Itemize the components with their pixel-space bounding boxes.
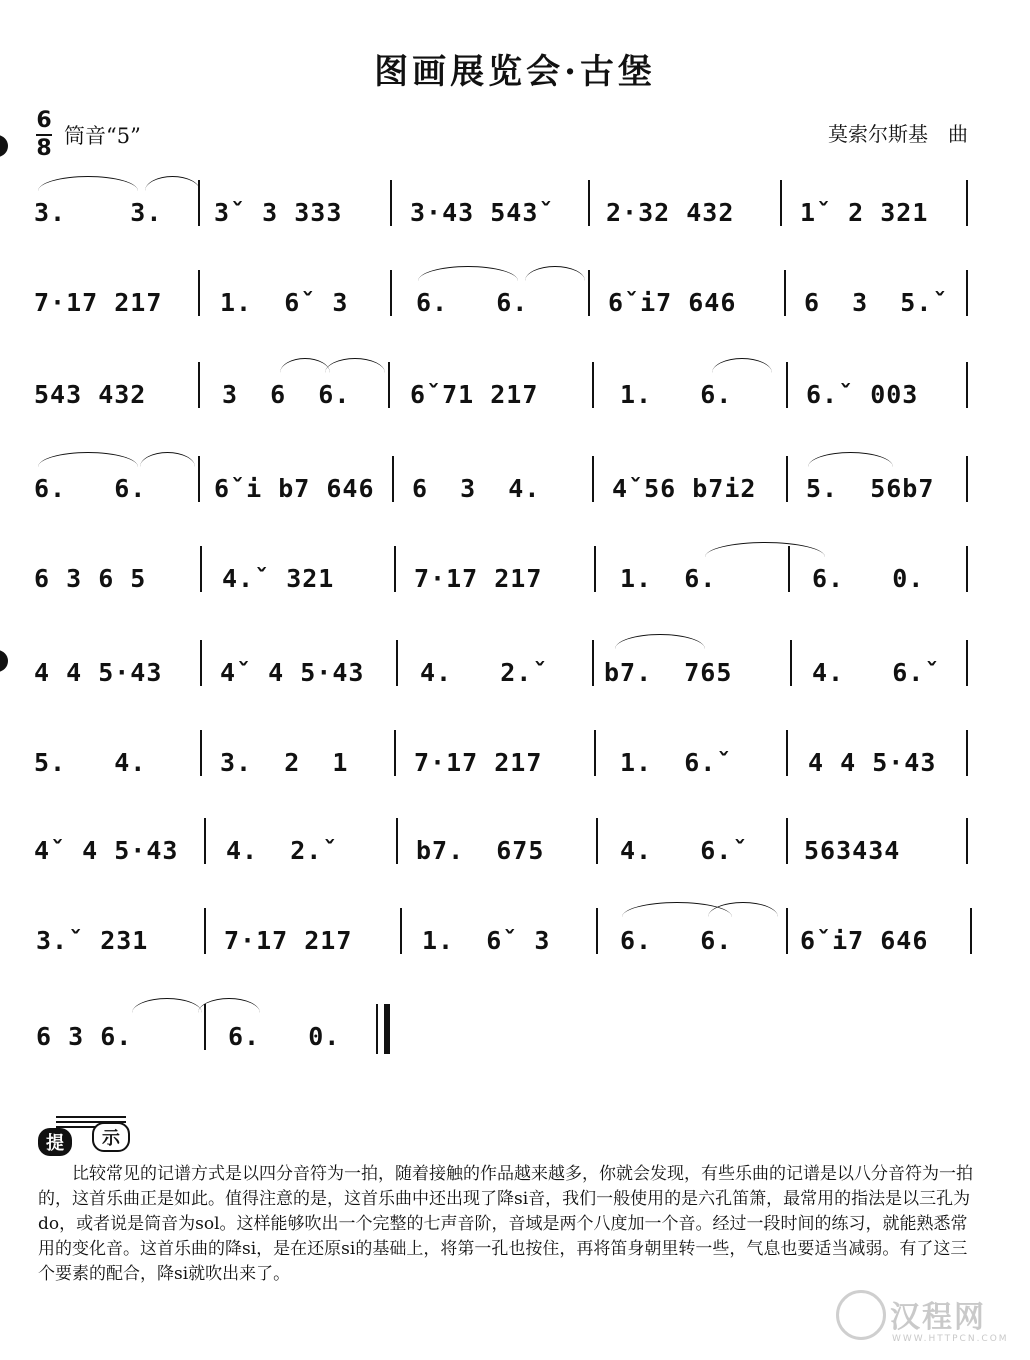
measure xyxy=(812,640,967,710)
barline xyxy=(786,818,788,864)
measure xyxy=(34,362,194,432)
watermark-text: 汉程网 xyxy=(890,1300,986,1335)
measure-notes: 4. 2.ˇ xyxy=(226,836,339,865)
measure xyxy=(806,362,966,432)
measure-notes: 6 3 6. xyxy=(36,1022,133,1051)
tip-paragraph: 比较常见的记谱方式是以四分音符为一拍，随着接触的作品越来越多，你就会发现，有些乐曲的记谱是以八分音符为一拍的，这首乐曲正是如此。值得注意的是，这首乐曲中还出现了降si音，我们一般使用的是六孔笛箫，最常用的指法是以三孔为do，或者说是筒音为sol。这样能够吹出一个完整的七声音阶，音域是两个八度加一个音。经过一段时间的练习，就能熟悉常用的变化音。这首乐曲的降si，是在还原si的基础上，将第一孔也按住，再将笛身朝里转一些，气息也要适当减弱。有了这三个要素的配合，降si就吹出来了。 xyxy=(38,1164,973,1284)
watermark-logo-icon xyxy=(836,1290,886,1340)
barline xyxy=(400,908,402,954)
measure xyxy=(620,546,780,616)
measure-notes: 1. 6. xyxy=(620,564,717,593)
measure-notes: b7. 675 xyxy=(416,836,545,865)
measure xyxy=(220,270,385,340)
measure xyxy=(214,456,389,526)
barline xyxy=(394,730,396,776)
measure-notes: 6ˇi7 646 xyxy=(800,926,929,955)
score-row xyxy=(0,908,1030,978)
measure xyxy=(36,1004,196,1074)
margin-punch-hole xyxy=(0,135,8,157)
measure-notes: 543 432 xyxy=(34,380,147,409)
barline xyxy=(966,640,968,686)
barline xyxy=(198,456,200,502)
barline xyxy=(966,456,968,502)
barline xyxy=(396,818,398,864)
barline xyxy=(390,270,392,316)
watermark-url: WWW.HTTPCN.COM xyxy=(892,1334,1009,1344)
measure-notes: 7·17 217 xyxy=(34,288,163,317)
barline xyxy=(592,640,594,686)
tip-badge: 提 xyxy=(38,1128,72,1156)
composer-credit: 莫索尔斯基 曲 xyxy=(828,122,968,146)
measure xyxy=(604,640,784,710)
score-row xyxy=(0,546,1030,616)
barline xyxy=(588,270,590,316)
barline xyxy=(588,180,590,226)
barline xyxy=(786,362,788,408)
measure xyxy=(416,818,586,888)
barline xyxy=(204,908,206,954)
barline xyxy=(592,362,594,408)
score-row xyxy=(0,818,1030,888)
measure xyxy=(620,818,780,888)
measure-notes: 4ˇ 4 5·43 xyxy=(34,836,179,865)
measure-notes: 7·17 217 xyxy=(414,748,543,777)
barline xyxy=(970,908,972,954)
measure xyxy=(36,908,196,978)
measure-notes: 5. 56b7 xyxy=(806,474,935,503)
measure xyxy=(226,818,391,888)
barline xyxy=(198,270,200,316)
measure xyxy=(220,640,390,710)
measure xyxy=(812,546,967,616)
measure-notes: 4 4 5·43 xyxy=(808,748,937,777)
measure xyxy=(34,270,194,340)
measure xyxy=(214,180,384,250)
barline xyxy=(596,908,598,954)
score-row xyxy=(0,180,1030,250)
measure-notes: 563434 xyxy=(804,836,901,865)
measure-notes: 6ˇ71 217 xyxy=(410,380,539,409)
barline xyxy=(790,640,792,686)
measure-notes: 1ˇ 2 321 xyxy=(800,198,929,227)
measure-notes: 3ˇ 3 333 xyxy=(214,198,343,227)
measure-notes: 1. 6ˇ 3 xyxy=(422,926,551,955)
barline xyxy=(786,730,788,776)
barline xyxy=(594,546,596,592)
measure xyxy=(414,546,584,616)
measure xyxy=(414,730,584,800)
measure xyxy=(620,362,780,432)
barline xyxy=(198,180,200,226)
measure-notes: 7·17 217 xyxy=(224,926,353,955)
measure-notes: 4. 6.ˇ xyxy=(620,836,749,865)
barline xyxy=(204,818,206,864)
measure xyxy=(222,362,382,432)
measure xyxy=(806,456,966,526)
measure xyxy=(412,456,582,526)
score-row xyxy=(0,1004,1030,1074)
barline xyxy=(780,180,782,226)
barline xyxy=(198,362,200,408)
measure-notes: 4. 2.ˇ xyxy=(420,658,549,687)
barline xyxy=(592,456,594,502)
measure-notes: 3. 2 1 xyxy=(220,748,349,777)
measure-notes: 1. 6ˇ 3 xyxy=(220,288,349,317)
measure xyxy=(620,908,780,978)
measure xyxy=(34,640,194,710)
barline xyxy=(594,730,596,776)
barline xyxy=(786,456,788,502)
measure xyxy=(800,908,965,978)
time-signature-numerator: 6 xyxy=(36,108,52,133)
page-title: 图画展览会·古堡 xyxy=(374,52,656,92)
measure-notes: 1. 6.ˇ xyxy=(620,748,733,777)
barline xyxy=(200,640,202,686)
barline xyxy=(786,908,788,954)
measure-notes: 4ˇ56 b7i2 xyxy=(612,474,757,503)
measure xyxy=(608,270,778,340)
barline xyxy=(966,818,968,864)
measure xyxy=(34,180,194,250)
time-signature-denominator: 8 xyxy=(36,136,52,161)
measure-notes: b7. 765 xyxy=(604,658,733,687)
barline xyxy=(966,180,968,226)
measure-notes: 3.ˇ 231 xyxy=(36,926,149,955)
measure-notes: 6ˇi7 646 xyxy=(608,288,737,317)
measure-notes: 6. 6. xyxy=(620,926,733,955)
measure-notes: 6. 0. xyxy=(228,1022,341,1051)
measure xyxy=(34,546,194,616)
measure-notes: 3. 3. xyxy=(34,198,163,227)
barline xyxy=(966,270,968,316)
barline xyxy=(392,456,394,502)
measure xyxy=(620,730,780,800)
measure-notes: 4.ˇ 321 xyxy=(222,564,335,593)
barline xyxy=(204,1004,206,1050)
measure-notes: 4. 6.ˇ xyxy=(812,658,941,687)
measure-notes: 6 3 4. xyxy=(412,474,541,503)
measure-notes: 6 3 5.ˇ xyxy=(804,288,949,317)
score-row xyxy=(0,362,1030,432)
tip-header xyxy=(36,1112,156,1160)
measure-notes: 7·17 217 xyxy=(414,564,543,593)
watermark xyxy=(836,1290,1016,1350)
measure xyxy=(222,546,387,616)
barline xyxy=(966,546,968,592)
score-row xyxy=(0,270,1030,340)
measure xyxy=(34,456,194,526)
score-row xyxy=(0,456,1030,526)
measure-notes: 5. 4. xyxy=(34,748,147,777)
barline xyxy=(784,270,786,316)
measure xyxy=(804,818,964,888)
barline xyxy=(200,546,202,592)
barline xyxy=(966,362,968,408)
measure xyxy=(410,362,580,432)
barline xyxy=(390,180,392,226)
measure xyxy=(220,730,390,800)
measure xyxy=(34,818,199,888)
barline xyxy=(396,640,398,686)
barline xyxy=(388,362,390,408)
measure-notes: 4 4 5·43 xyxy=(34,658,163,687)
measure xyxy=(606,180,776,250)
measure xyxy=(804,270,964,340)
measure-notes: 6.ˇ 003 xyxy=(806,380,919,409)
barline xyxy=(394,546,396,592)
measure xyxy=(228,1004,378,1074)
measure-notes: 6. 0. xyxy=(812,564,925,593)
measure-notes: 1. 6. xyxy=(620,380,733,409)
measure-notes: 3 6 6. xyxy=(222,380,351,409)
measure xyxy=(612,456,782,526)
measure-notes: 4ˇ 4 5·43 xyxy=(220,658,365,687)
measure-notes: 3·43 543ˇ xyxy=(410,198,555,227)
barline xyxy=(966,730,968,776)
measure-notes: 6. 6. xyxy=(416,288,529,317)
measure xyxy=(224,908,394,978)
barline xyxy=(596,818,598,864)
measure xyxy=(420,640,585,710)
final-barline xyxy=(384,1004,390,1054)
measure xyxy=(422,908,587,978)
measure xyxy=(416,270,581,340)
measure-notes: 6ˇi b7 646 xyxy=(214,474,375,503)
measure-notes: 6 3 6 5 xyxy=(34,564,147,593)
score-row xyxy=(0,640,1030,710)
measure xyxy=(808,730,966,800)
measure-notes: 6. 6. xyxy=(34,474,147,503)
final-barline xyxy=(376,1004,378,1054)
measure xyxy=(34,730,194,800)
tip-badge: 示 xyxy=(92,1122,130,1152)
measure-notes: 2·32 432 xyxy=(606,198,735,227)
measure xyxy=(800,180,960,250)
score-row xyxy=(0,730,1030,800)
barline xyxy=(788,546,790,592)
measure xyxy=(410,180,580,250)
key-signature: 筒音“5” xyxy=(64,124,141,148)
barline xyxy=(200,730,202,776)
